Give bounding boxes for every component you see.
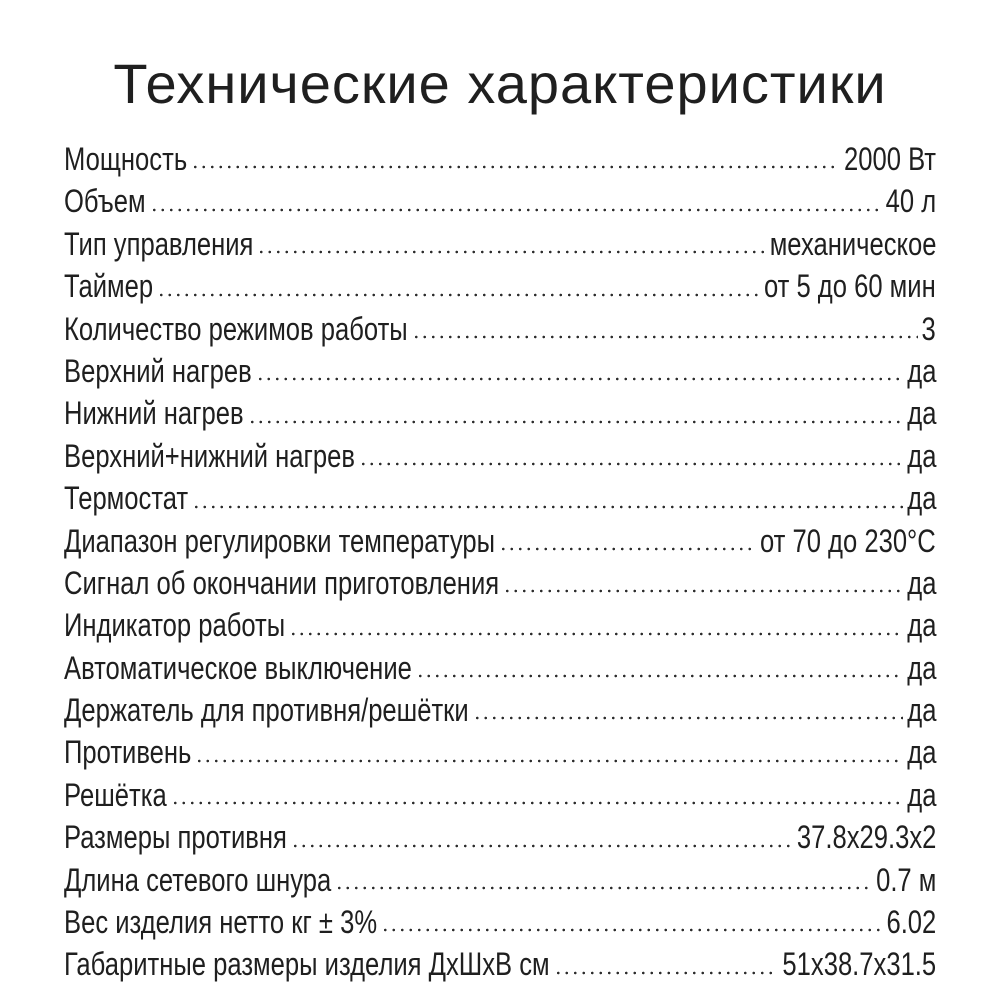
dot-leader bbox=[248, 419, 903, 425]
spec-value: да bbox=[906, 607, 936, 644]
spec-row-bottom-heating bbox=[64, 392, 936, 434]
spec-value: да bbox=[906, 437, 936, 474]
spec-row-grill-rack bbox=[64, 774, 936, 816]
spec-value: 2000 Вт bbox=[843, 141, 936, 177]
spec-label: Объем bbox=[64, 183, 146, 220]
dot-leader bbox=[257, 249, 765, 255]
spec-label: Противень bbox=[64, 734, 192, 771]
specs-list bbox=[64, 138, 936, 986]
spec-value: да bbox=[906, 734, 936, 771]
spec-label: Решётка bbox=[64, 776, 167, 813]
spec-row-dimensions bbox=[64, 943, 936, 985]
spec-row-temperature-range bbox=[64, 520, 936, 562]
spec-row-cord-length bbox=[64, 859, 936, 901]
spec-row-ready-signal bbox=[64, 562, 936, 604]
spec-label: Держатель для противня/решётки bbox=[64, 692, 469, 729]
spec-row-modes bbox=[64, 308, 936, 350]
dot-leader bbox=[171, 800, 903, 806]
spec-row-auto-off bbox=[64, 647, 936, 689]
spec-row-net-weight bbox=[64, 901, 936, 943]
dot-leader bbox=[335, 885, 871, 891]
spec-value: да bbox=[906, 564, 936, 601]
spec-row-baking-tray bbox=[64, 731, 936, 773]
spec-row-top-heating bbox=[64, 350, 936, 392]
page-title: Технические характеристики bbox=[113, 52, 887, 115]
spec-label: Верхний+нижний нагрев bbox=[64, 437, 355, 474]
spec-label: Диапазон регулировки температуры bbox=[64, 522, 496, 559]
dot-leader bbox=[473, 715, 903, 721]
dot-leader bbox=[359, 461, 903, 467]
dot-leader bbox=[412, 334, 918, 340]
spec-value: от 5 до 60 мин bbox=[764, 268, 936, 305]
spec-value: 0.7 м bbox=[875, 861, 936, 898]
dot-leader bbox=[416, 673, 903, 679]
spec-row-tray-size bbox=[64, 816, 936, 858]
dot-leader bbox=[192, 504, 903, 510]
spec-value: да bbox=[906, 776, 936, 813]
spec-label: Автоматическое выключение bbox=[64, 649, 412, 686]
spec-label: Нижний нагрев bbox=[64, 395, 244, 432]
spec-row-tray-holder bbox=[64, 689, 936, 731]
dot-leader bbox=[191, 164, 840, 170]
spec-label: Термостат bbox=[64, 480, 189, 517]
spec-value: механическое bbox=[769, 225, 936, 262]
dot-leader bbox=[503, 588, 903, 594]
dot-leader bbox=[381, 927, 882, 933]
spec-row-power-indicator bbox=[64, 604, 936, 646]
spec-value: 6.02 bbox=[886, 904, 936, 941]
spec-label: Вес изделия нетто кг ± 3% bbox=[64, 904, 378, 941]
spec-label: Сигнал об окончании приготовления bbox=[64, 564, 500, 601]
dot-leader bbox=[554, 970, 779, 976]
dot-leader bbox=[499, 546, 756, 552]
spec-value: 3 bbox=[921, 310, 936, 347]
spec-row-top-bottom-heating bbox=[64, 435, 936, 477]
dot-leader bbox=[195, 758, 902, 764]
spec-label: Габаритные размеры изделия ДхШхВ см bbox=[64, 946, 550, 983]
spec-value: да bbox=[906, 692, 936, 729]
spec-row-power bbox=[64, 138, 936, 180]
spec-label: Верхний нагрев bbox=[64, 352, 252, 389]
spec-value: 40 л bbox=[885, 183, 936, 220]
spec-label: Индикатор работы bbox=[64, 607, 286, 644]
spec-label: Длина сетевого шнура bbox=[64, 861, 332, 898]
spec-label: Мощность bbox=[64, 141, 188, 177]
spec-value: 37.8x29.3x2 bbox=[796, 819, 936, 856]
dot-leader bbox=[150, 207, 882, 213]
dot-leader bbox=[157, 292, 760, 298]
dot-leader bbox=[256, 376, 903, 382]
spec-value: да bbox=[906, 480, 936, 517]
spec-label: Таймер bbox=[64, 268, 154, 305]
spec-value: 51x38.7x31.5 bbox=[782, 946, 936, 983]
spec-value: да bbox=[906, 395, 936, 432]
spec-row-thermostat bbox=[64, 477, 936, 519]
dot-leader bbox=[289, 631, 902, 637]
spec-label: Размеры противня bbox=[64, 819, 287, 856]
spec-value: да bbox=[906, 649, 936, 686]
spec-row-timer bbox=[64, 265, 936, 307]
spec-label: Количество режимов работы bbox=[64, 310, 408, 347]
spec-row-volume bbox=[64, 180, 936, 222]
spec-value: от 70 до 230°С bbox=[760, 522, 936, 559]
spec-label: Тип управления bbox=[64, 225, 254, 262]
spec-value: да bbox=[906, 352, 936, 389]
spec-row-control-type bbox=[64, 223, 936, 265]
dot-leader bbox=[291, 843, 793, 849]
